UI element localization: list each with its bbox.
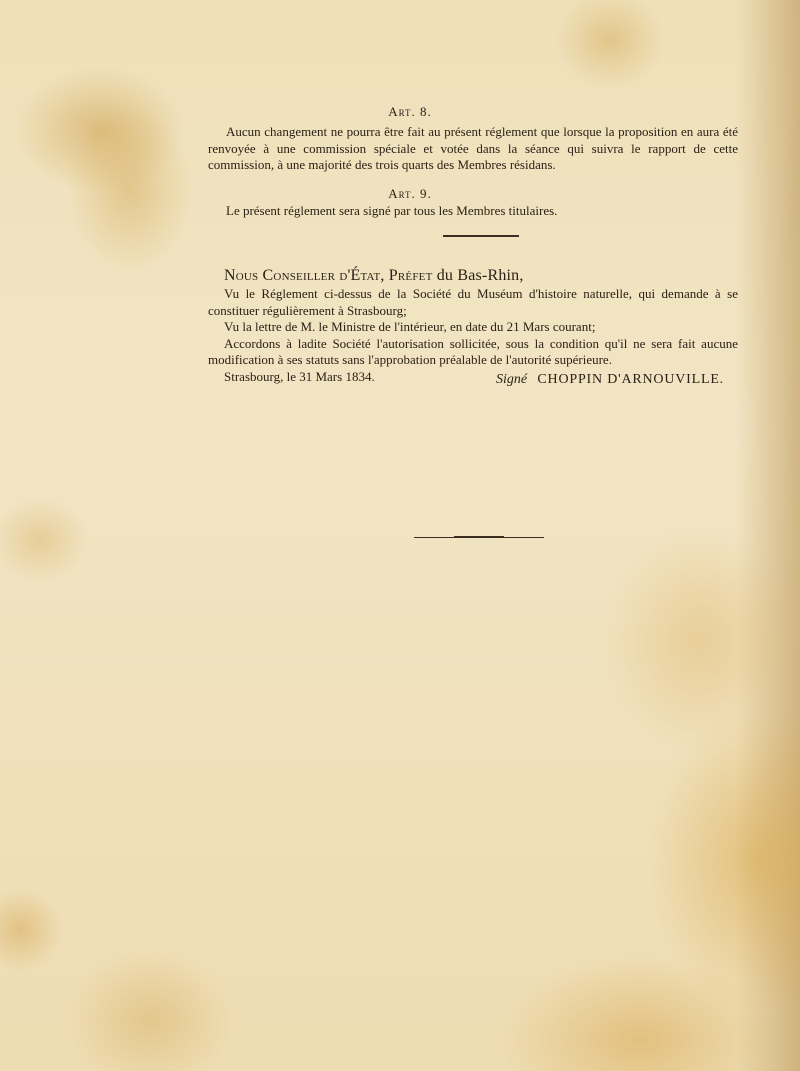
decree-paragraph-vu-lettre: Vu la lettre de M. le Ministre de l'intérieur, en date du 21 Mars courant; [224,319,596,334]
signature-name: CHOPPIN D'ARNOUVILLE. [537,372,724,387]
decree-heading-prefix: Nous Conseiller d'État, Préfet [224,267,433,284]
section-divider [443,235,519,237]
decree-heading-suffix: du Bas-Rhin, [436,267,524,284]
closing-divider [414,537,544,538]
decree-paragraph-vu-reglement: Vu le Réglement ci-dessus de la Société du Muséum d'histoire naturelle, qui demande à se constituer régulièrement à Strasbourg; [208,286,738,318]
signature-label: Signé [496,372,528,387]
article-8-title: Art. 8. [388,104,432,119]
decree-heading [224,267,724,285]
decree-date-line: Strasbourg, le 31 Mars 1834. [224,368,375,384]
article-9-text: Le présent réglement sera signé par tous les Membres titulaires. [226,203,558,218]
signature-line [496,372,776,388]
article-9-title: Art. 9. [388,186,432,201]
decree-body [208,286,738,385]
article-8-text: Aucun changement ne pourra être fait au présent réglement que lorsque la proposition en aura été renvoyée à une commission spéciale et votée dans la séance qui suivra le rapport de cette commission, à une majorité des trois quarts des Membres résidans. [208,124,738,172]
decree-paragraph-accordons: Accordons à ladite Société l'autorisation sollicitée, sous la condition qu'il ne sera fait aucune modification à ses statuts sans l'approbation préalable de l'autorité supérieure. [208,335,738,367]
